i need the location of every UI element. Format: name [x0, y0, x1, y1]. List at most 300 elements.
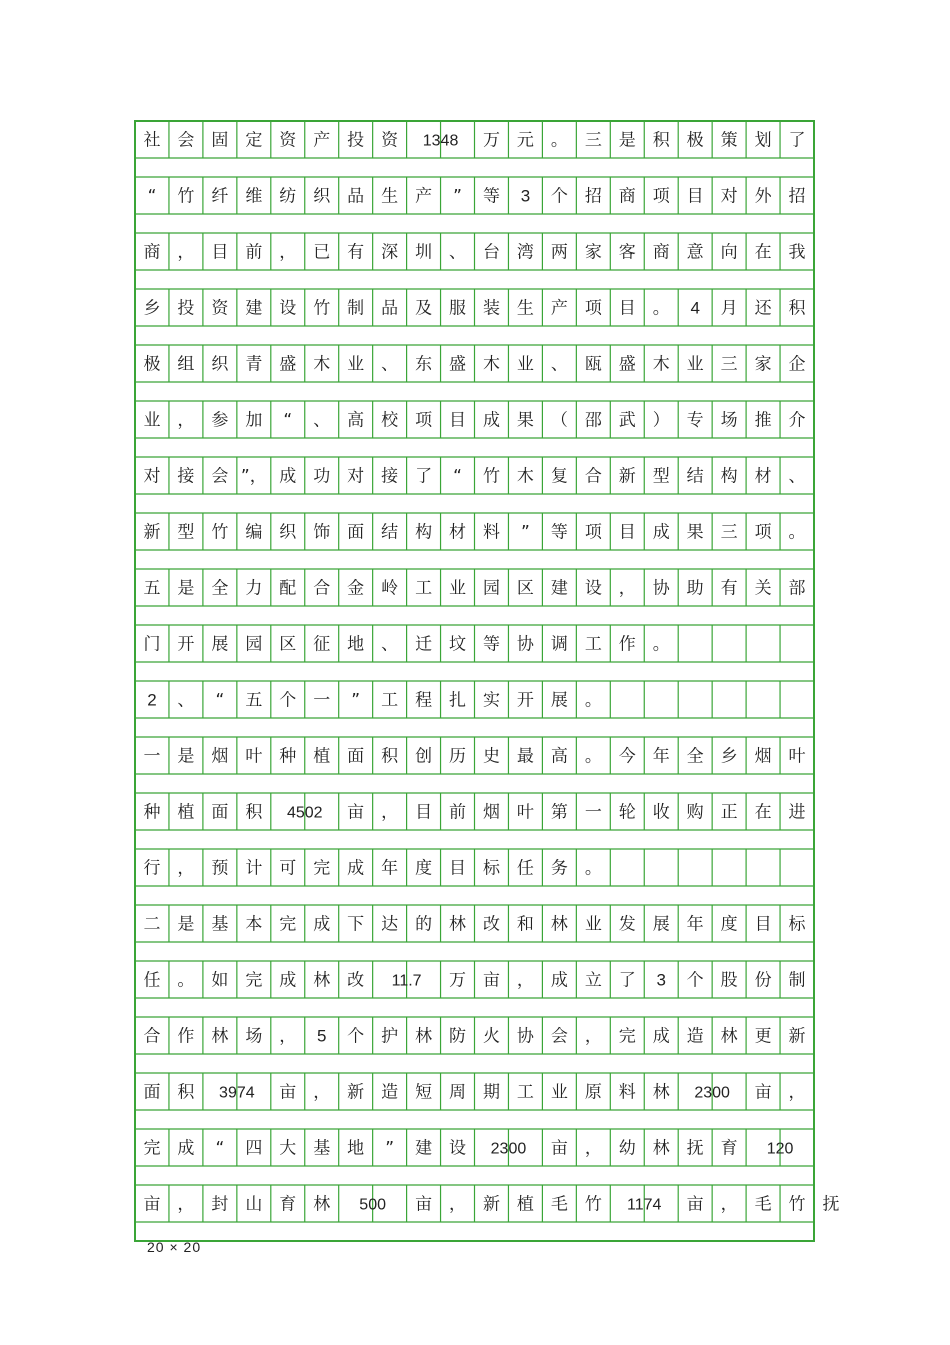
- grid-char: 成: [279, 970, 297, 991]
- grid-char: 竹: [313, 298, 331, 319]
- grid-char: 盛: [279, 354, 297, 375]
- grid-char: 业: [584, 914, 602, 935]
- grid-char: 客: [618, 242, 636, 263]
- grid-char: 亩: [279, 1082, 297, 1103]
- grid-char: ，: [177, 242, 195, 263]
- grid-char: 项: [652, 186, 670, 207]
- grid-char: 深: [381, 242, 399, 263]
- grid-char: 是: [618, 130, 636, 151]
- grid-char: 亩: [686, 1194, 704, 1215]
- grid-char: “: [453, 466, 462, 487]
- grid-char: 育: [279, 1194, 297, 1215]
- grid-char: 等: [550, 522, 568, 543]
- grid-char: 开: [516, 690, 534, 711]
- grid-char: ，: [449, 1194, 467, 1215]
- grid-char: 配: [279, 578, 297, 599]
- grid-char: 工: [415, 578, 433, 599]
- grid-char: 年: [381, 858, 399, 879]
- grid-char: 新: [618, 466, 636, 487]
- grid-char: 造: [686, 1026, 704, 1047]
- grid-char: 介: [788, 410, 806, 431]
- grid-char: 业: [550, 1082, 568, 1103]
- grid-char: 目: [449, 858, 467, 879]
- grid-char: 3: [656, 970, 666, 990]
- grid-char: 在: [754, 802, 772, 823]
- grid-char: 正: [720, 802, 738, 823]
- grid-char: ，: [177, 410, 195, 431]
- grid-char: 料: [482, 522, 500, 543]
- grid-char: 育: [720, 1138, 738, 1159]
- grid-char: 四: [245, 1138, 263, 1159]
- grid-char: 面: [211, 802, 229, 823]
- grid-char: 参: [211, 410, 229, 431]
- grid-char: 果: [516, 410, 534, 431]
- grid-char: 关: [754, 578, 772, 599]
- grid-char: 武: [618, 410, 636, 431]
- grid-char: 面: [347, 522, 365, 543]
- grid-char: 轮: [618, 802, 636, 823]
- grid-char: 改: [482, 914, 500, 935]
- grid-char: 极: [686, 130, 704, 151]
- grid-char: 品: [381, 298, 399, 319]
- grid-char: 木: [313, 354, 331, 375]
- grid-char: 新: [143, 522, 161, 543]
- grid-char: 。: [788, 522, 806, 543]
- grid-char: 积: [177, 1082, 195, 1103]
- grid-char: 有: [347, 242, 365, 263]
- grid-char: 材: [449, 522, 467, 543]
- grid-char: 高: [347, 410, 365, 431]
- grid-char: 专: [686, 410, 704, 431]
- grid-char: 目: [449, 410, 467, 431]
- grid-char: 短: [415, 1082, 433, 1103]
- grid-char: 500: [359, 1196, 387, 1214]
- grid-char: 投: [347, 130, 365, 151]
- grid-char: 五: [143, 578, 161, 599]
- grid-char: 构: [415, 522, 433, 543]
- grid-char: 造: [381, 1082, 399, 1103]
- grid-char: 展: [211, 634, 229, 655]
- grid-char: 发: [618, 914, 636, 935]
- grid-char: 织: [279, 522, 297, 543]
- grid-char: 份: [754, 970, 772, 991]
- grid-char: 二: [143, 914, 161, 935]
- grid-char: 目: [618, 298, 636, 319]
- grid-char: “: [215, 1138, 225, 1159]
- grid-char: 项: [754, 522, 772, 543]
- grid-char: 抚: [686, 1138, 704, 1159]
- grid-char: 个: [279, 690, 297, 711]
- grid-char: 叶: [245, 746, 263, 767]
- grid-char: 扎: [449, 690, 467, 711]
- grid-char: 万: [482, 130, 500, 151]
- grid-char: 积: [245, 802, 263, 823]
- grid-char: ，: [313, 1082, 331, 1103]
- grid-char: 积: [381, 746, 399, 767]
- grid-char: 商: [618, 186, 636, 207]
- grid-char: 作: [177, 1026, 195, 1047]
- grid-char: 还: [754, 298, 772, 319]
- grid-char: 叶: [788, 746, 806, 767]
- grid-char: 是: [177, 578, 195, 599]
- grid-char: 建: [245, 298, 263, 319]
- grid-char: ，: [177, 858, 195, 879]
- grid-char: 在: [754, 242, 772, 263]
- grid-char: 外: [754, 186, 772, 207]
- grid-char: 料: [618, 1082, 636, 1103]
- grid-char: 织: [313, 186, 331, 207]
- grid-char: 三: [720, 354, 738, 375]
- grid-char: 烟: [482, 802, 500, 823]
- grid-char: 高: [550, 746, 568, 767]
- grid-char: 生: [381, 186, 399, 207]
- grid-char: 业: [516, 354, 534, 375]
- grid-char: 林: [211, 1026, 229, 1047]
- grid-char: 生: [516, 298, 534, 319]
- grid-char: 竹: [788, 1194, 806, 1215]
- grid-char: 标: [788, 914, 806, 935]
- grid-char: 程: [415, 690, 433, 711]
- grid-char: 。: [652, 298, 670, 319]
- grid-char: 竹: [584, 1194, 602, 1215]
- grid-char: 了: [788, 130, 806, 151]
- grid-char: 可: [279, 858, 297, 879]
- grid-char: 制: [347, 298, 365, 319]
- grid-char: 月: [720, 298, 738, 319]
- grid-char: “: [283, 410, 293, 431]
- grid-char: 部: [788, 578, 806, 599]
- grid-char: 复: [550, 466, 568, 487]
- grid-char: 饰: [313, 522, 331, 543]
- grid-char: 作: [618, 634, 636, 655]
- grid-char: 加: [245, 410, 263, 431]
- grid-char: 园: [245, 634, 263, 655]
- grid-char: 坟: [449, 634, 467, 655]
- grid-char: 地: [347, 1138, 365, 1159]
- grid-char: 项: [415, 410, 433, 431]
- grid-char: 叶: [516, 802, 534, 823]
- grid-char: 林: [313, 1194, 331, 1215]
- grid-char: 度: [720, 914, 738, 935]
- grid-char: 达: [381, 914, 399, 935]
- grid-char: 任: [143, 970, 161, 991]
- grid-char: 实: [482, 690, 500, 711]
- grid-char: 期: [482, 1082, 500, 1103]
- grid-char: 定: [245, 130, 263, 151]
- grid-char: 接: [381, 466, 399, 487]
- grid-char: 设: [449, 1138, 467, 1159]
- grid-char: 竹: [482, 466, 500, 487]
- grid-char: 完: [279, 914, 297, 935]
- grid-char: 园: [482, 578, 500, 599]
- grid-char: 成: [550, 970, 568, 991]
- grid-char: 区: [516, 578, 534, 599]
- grid-char: 本: [245, 914, 263, 935]
- grid-char: 台: [482, 242, 500, 263]
- grid-char: 型: [652, 466, 670, 487]
- grid-char: 4: [690, 298, 700, 318]
- grid-char: 收: [652, 802, 670, 823]
- grid-char: 4502: [286, 804, 323, 822]
- grid-char: ”，: [240, 466, 267, 487]
- grid-char: 木: [482, 354, 500, 375]
- grid-char: 投: [177, 298, 195, 319]
- grid-char: 山: [245, 1194, 263, 1215]
- grid-char: 编: [245, 522, 263, 543]
- grid-char: 推: [754, 410, 772, 431]
- grid-char: 三: [584, 130, 602, 151]
- grid-char: 林: [550, 914, 568, 935]
- grid-char: 度: [415, 858, 433, 879]
- grid-char: 完: [618, 1026, 636, 1047]
- grid-char: 业: [347, 354, 365, 375]
- grid-char: 面: [143, 1082, 161, 1103]
- grid-char: 三: [720, 522, 738, 543]
- grid-char: 、: [449, 242, 467, 263]
- grid-char: 青: [245, 354, 263, 375]
- grid-char: ”: [521, 522, 530, 543]
- grid-char: 工: [381, 690, 399, 711]
- grid-char: 亩: [754, 1082, 772, 1103]
- grid-char: 积: [652, 130, 670, 151]
- grid-char: 1348: [422, 132, 459, 150]
- grid-char: 商: [143, 242, 161, 263]
- grid-char: “: [147, 186, 157, 207]
- grid-char: 盛: [618, 354, 636, 375]
- grid-char: 对: [143, 466, 161, 487]
- grid-char: 购: [686, 802, 704, 823]
- grid-char: 向: [720, 242, 738, 263]
- grid-char: 年: [652, 746, 670, 767]
- grid-char: 年: [686, 914, 704, 935]
- grid-char: 5: [316, 1026, 327, 1046]
- grid-char: 2: [147, 690, 157, 710]
- grid-char: 家: [584, 242, 602, 263]
- grid-char: 林: [313, 970, 331, 991]
- grid-char: 会: [211, 466, 229, 487]
- grid-char: 全: [686, 746, 704, 767]
- grid-char: 工: [584, 634, 602, 655]
- grid-char: ，: [279, 242, 297, 263]
- grid-char: 维: [245, 186, 263, 207]
- grid-char: 成: [482, 410, 500, 431]
- grid-char: 湾: [516, 242, 534, 263]
- grid-char: 林: [652, 1082, 670, 1103]
- grid-char: 协: [652, 578, 670, 599]
- grid-char: 企: [788, 354, 806, 375]
- grid-char: 完: [245, 970, 263, 991]
- grid-char: 前: [449, 802, 467, 823]
- grid-char: 五: [245, 690, 263, 711]
- grid-char: 策: [720, 130, 738, 151]
- grid-char: 两: [550, 242, 568, 263]
- grid-char: 全: [211, 578, 229, 599]
- grid-char: 岭: [381, 578, 399, 599]
- grid-char: 场: [720, 410, 738, 431]
- grid-char: 林: [415, 1026, 433, 1047]
- grid-char: 进: [788, 802, 806, 823]
- grid-char: 抚: [822, 1194, 840, 1215]
- grid-char: 木: [516, 466, 534, 487]
- grid-char: 种: [279, 746, 297, 767]
- grid-char: 产: [313, 130, 331, 151]
- grid-char: 助: [686, 578, 704, 599]
- grid-char: 。: [584, 858, 602, 879]
- grid-char: 业: [449, 578, 467, 599]
- grid-char: 功: [313, 466, 331, 487]
- grid-char: 、: [313, 410, 331, 431]
- grid-char: 行: [143, 858, 161, 879]
- grid-char: 3: [520, 186, 531, 206]
- grid-char: 立: [584, 970, 602, 991]
- grid-char: 史: [482, 746, 500, 767]
- grid-char: 标: [482, 858, 500, 879]
- grid-char: 植: [516, 1194, 534, 1215]
- grid-char: ，: [618, 578, 636, 599]
- grid-char: 目: [415, 802, 433, 823]
- grid-char: 今: [618, 746, 636, 767]
- grid-char: 股: [720, 970, 738, 991]
- grid-char: 、: [177, 690, 195, 711]
- grid-char: 项: [584, 298, 602, 319]
- grid-char: 家: [754, 354, 772, 375]
- grid-char: 了: [618, 970, 636, 991]
- grid-char: 最: [516, 746, 534, 767]
- grid-char: 大: [279, 1138, 297, 1159]
- grid-char: 及: [415, 298, 433, 319]
- grid-char: 瓯: [584, 354, 602, 375]
- grid-char: 基: [313, 1138, 331, 1159]
- grid-char: ”: [351, 690, 361, 711]
- grid-char: 合: [313, 578, 331, 599]
- grid-char: 2300: [490, 1140, 527, 1158]
- grid-char: 护: [381, 1026, 399, 1047]
- grid-char: 迁: [415, 634, 433, 655]
- grid-char: 构: [720, 466, 738, 487]
- grid-char: 织: [211, 354, 229, 375]
- grid-char: 如: [211, 970, 229, 991]
- grid-char: 制: [788, 970, 806, 991]
- grid-char: 完: [143, 1138, 161, 1159]
- grid-char: 烟: [754, 746, 772, 767]
- grid-char: 、: [788, 466, 806, 487]
- grid-char: 木: [652, 354, 670, 375]
- grid-char: 开: [177, 634, 195, 655]
- grid-char: 盛: [449, 354, 467, 375]
- grid-char: 预: [211, 858, 229, 879]
- grid-size-label: 20 × 20: [147, 1239, 202, 1255]
- grid-char: 结: [686, 466, 704, 487]
- grid-char: ”: [385, 1138, 395, 1159]
- grid-char: 资: [381, 130, 399, 151]
- grid-char: 产: [415, 186, 433, 207]
- grid-char: 毛: [754, 1194, 772, 1215]
- grid-char: 力: [245, 578, 263, 599]
- grid-char: 任: [516, 858, 534, 879]
- grid-char: 万: [449, 970, 467, 991]
- grid-char: 第: [550, 802, 568, 823]
- grid-char: 有: [720, 578, 738, 599]
- grid-char: 组: [177, 354, 195, 375]
- grid-char: ，: [584, 1138, 602, 1159]
- grid-char: 是: [177, 746, 195, 767]
- grid-char: ，: [788, 1082, 806, 1103]
- grid-char: 植: [177, 802, 195, 823]
- grid-char: 。: [584, 690, 602, 711]
- grid-char: 目: [686, 186, 704, 207]
- grid-char: （: [550, 410, 568, 431]
- grid-char: 元: [516, 130, 534, 151]
- grid-char: 乡: [720, 746, 738, 767]
- grid-char: 服: [449, 298, 467, 319]
- grid-char: 更: [754, 1026, 772, 1047]
- grid-char: 成: [279, 466, 297, 487]
- grid-char: 11.7: [391, 972, 422, 990]
- grid-char: 对: [347, 466, 365, 487]
- grid-char: 工: [516, 1082, 534, 1103]
- grid-char: 社: [143, 130, 161, 151]
- grid-char: 亩: [415, 1194, 433, 1215]
- grid-char: 成: [652, 522, 670, 543]
- grid-char: 项: [584, 522, 602, 543]
- grid-char: 邵: [584, 410, 602, 431]
- grid-char: 、: [381, 634, 399, 655]
- grid-char: 亩: [550, 1138, 568, 1159]
- grid-char: 幼: [618, 1138, 636, 1159]
- grid-char: 校: [381, 410, 399, 431]
- grid-char: 设: [584, 578, 602, 599]
- grid-char: 合: [584, 466, 602, 487]
- grid-char: 了: [415, 466, 433, 487]
- grid-char: 植: [313, 746, 331, 767]
- grid-char: 毛: [550, 1194, 568, 1215]
- grid-char: 林: [449, 914, 467, 935]
- grid-char: 成: [177, 1138, 195, 1159]
- grid-char: 果: [686, 522, 704, 543]
- grid-char: 协: [516, 1026, 534, 1047]
- grid-char: 协: [516, 634, 534, 655]
- grid-char: 产: [550, 298, 568, 319]
- grid-char: 烟: [211, 746, 229, 767]
- grid-char: 亩: [143, 1194, 161, 1215]
- grid-char: 2300: [694, 1084, 730, 1102]
- grid-char: 材: [754, 466, 772, 487]
- grid-char: 历: [449, 746, 467, 767]
- grid-char: 招: [584, 186, 602, 207]
- grid-char: 目: [211, 242, 229, 263]
- grid-char: 个: [550, 186, 568, 207]
- grid-char: 成: [652, 1026, 670, 1047]
- grid-char: 已: [313, 242, 331, 263]
- grid-char: 个: [347, 1026, 365, 1047]
- grid-char: 原: [584, 1082, 602, 1103]
- grid-char: 亩: [482, 970, 500, 991]
- grid-char: 、: [381, 354, 399, 375]
- grid-char: 1174: [627, 1196, 662, 1214]
- grid-char: 新: [347, 1082, 365, 1103]
- grid-char: 面: [347, 746, 365, 767]
- grid-char: 种: [143, 802, 161, 823]
- grid-char: 调: [550, 634, 568, 655]
- grid-char: 意: [686, 242, 704, 263]
- grid-char: ，: [381, 802, 399, 823]
- grid-char: 划: [754, 130, 772, 151]
- grid-char: 亩: [347, 802, 365, 823]
- grid-char: 120: [766, 1140, 794, 1158]
- grid-char: 固: [211, 130, 229, 151]
- grid-char: 对: [720, 186, 738, 207]
- grid-char: 封: [211, 1194, 229, 1215]
